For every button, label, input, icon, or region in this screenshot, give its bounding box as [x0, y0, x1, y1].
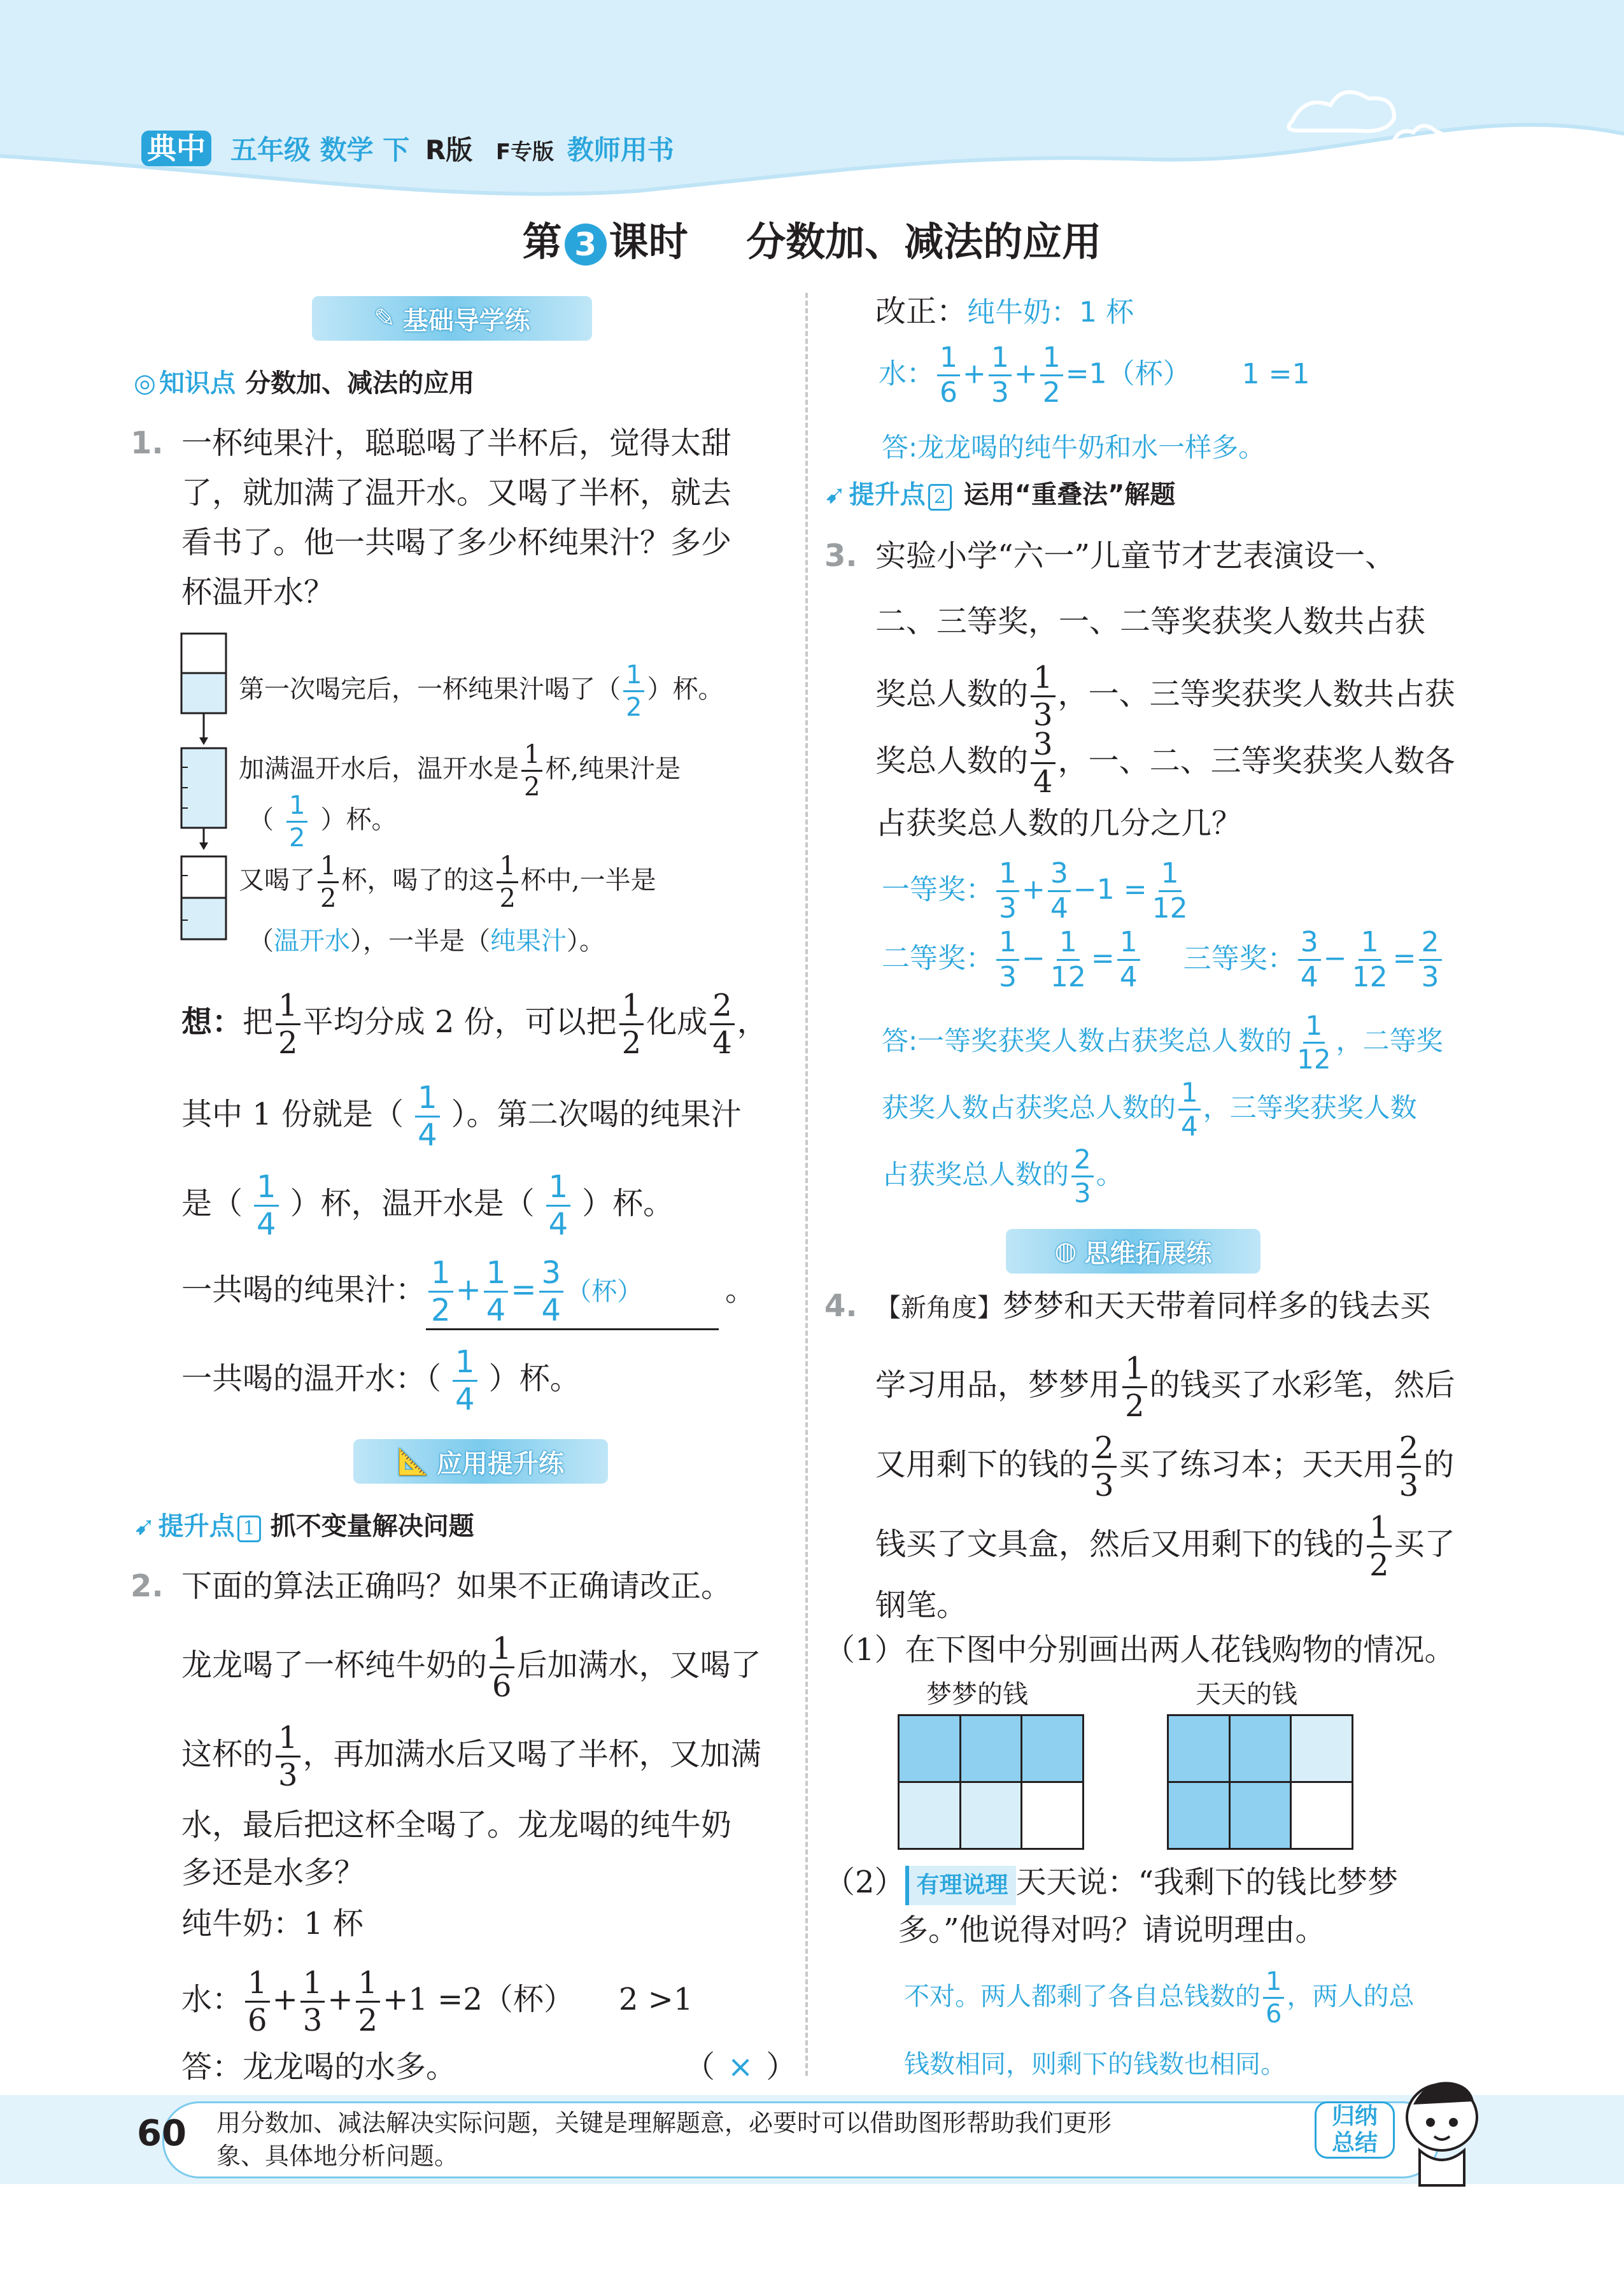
- question-1: [131, 423, 786, 622]
- q1-line-1: 一杯纯果汁，聪聪喝了半杯后，觉得太甜: [181, 425, 732, 461]
- rocket-icon: ➹: [134, 1512, 155, 1541]
- footer-summary-text: 用分数加、减法解决实际问题，关键是理解题意，必要时可以借助图形帮助我们更形 象、具体地分析问题。: [216, 2109, 1112, 2170]
- edition-text: R版: [425, 134, 473, 166]
- q1-line3-answer-2: $\frac{1}{4}$: [546, 1172, 571, 1240]
- knowledge-tag: 知识点: [159, 369, 236, 398]
- grid-cell: [1167, 1714, 1231, 1783]
- grid-cell: [1290, 1781, 1353, 1850]
- q4-sub-1: （1）在下图中分别画出两人花钱购物的情况。: [824, 1632, 1455, 1668]
- special-text: F专版: [495, 139, 554, 165]
- q2-body-line-4: 多还是水多？: [181, 1855, 365, 1891]
- q1-line2-answer: $\frac{1}{4}$: [415, 1083, 440, 1151]
- q2-fix-milk: 纯牛奶：1 杯: [967, 296, 1134, 329]
- grid-cell: [1290, 1714, 1353, 1783]
- question-3: 3. 实验小学“六一”儿童节才艺表演设一、: [824, 536, 1486, 576]
- q1-step2-answer: $\frac{1}{2}$: [286, 793, 307, 851]
- knowledge-point-heading: [134, 363, 474, 399]
- q1-step1-answer: $\frac{1}{2}$: [623, 662, 644, 720]
- section-banner-apply: 📐 应用提升练: [353, 1439, 608, 1484]
- q1-line-4: 杯温开水？: [181, 574, 335, 610]
- header-logo: [141, 125, 211, 170]
- q1-step-3b: （温开水），一半是（纯果汁）。: [248, 927, 605, 956]
- q4-line-4: 钱买了文具盒，然后又用剩下的钱的 $\frac{1}{2}$ 买了: [875, 1510, 1455, 1583]
- tian-money-grid: [1167, 1714, 1352, 1848]
- q2-water-calc: 水： $\frac{1}{6}$ + $\frac{1}{3}$ + $\frac{1}{2}$ +1 =2（杯） 2 >1: [181, 1965, 693, 2038]
- q4-line-3: 又用剩下的钱的 $\frac{2}{3}$ 买了练习本；天天用 $\frac{2}{3}$ 的: [875, 1430, 1455, 1503]
- question-4: 4. 【新角度】梦梦和天天带着同样多的钱去买: [824, 1286, 1430, 1328]
- point-1-number: 1: [237, 1516, 261, 1542]
- header-wave-background: [0, 0, 1624, 204]
- question-number: 3.: [824, 538, 858, 574]
- q3-first-prize: 一等奖： $\frac{1}{3}$ + $\frac{3}{4}$ −1 = $\frac{1}{12}$: [882, 857, 1188, 925]
- header-series: [230, 129, 674, 167]
- meng-money-grid: [898, 1714, 1082, 1848]
- q1-think: 想：把 $\frac{1}{2}$ 平均分成 2 份，可以把 $\frac{1}{2}$ 化成 $\frac{2}{4}$ ，: [181, 988, 768, 1061]
- lesson-number-badge: 3: [565, 224, 607, 266]
- q2-fix-water: 水： $\frac{1}{6}$ + $\frac{1}{3}$ + $\frac{1}{2}$ =1（杯） 1 =1: [879, 341, 1310, 409]
- title-topic: 分数加、减法的应用: [746, 218, 1102, 265]
- q4-line-2: 学习用品，梦梦用 $\frac{1}{2}$ 的钱买了水彩笔，然后: [875, 1351, 1455, 1424]
- grid-cell: [1020, 1781, 1084, 1850]
- column-divider: [805, 293, 808, 2076]
- q3-answer-line-2: 获奖人数占获奖总人数的 $\frac{1}{4}$ ，三等奖获奖人数: [882, 1077, 1417, 1142]
- q4-tag: 【新角度】: [875, 1293, 1003, 1323]
- knowledge-text: 分数加、减法的应用: [245, 369, 475, 398]
- q2-fix-answer: 答:龙龙喝的纯牛奶和水一样多。: [882, 432, 1266, 463]
- target-icon: ◎: [134, 369, 156, 398]
- q2-answer: 答：龙龙喝的水多。: [181, 2049, 457, 2085]
- grid-cell: [898, 1714, 961, 1783]
- grid-1-label: 梦梦的钱: [926, 1680, 1028, 1709]
- grid-cell: [1020, 1714, 1084, 1783]
- q1-water-total: 一共喝的温开水：（ $\frac{1}{4}$ ）杯。: [181, 1344, 581, 1417]
- compass-icon: ✎: [374, 304, 395, 333]
- grid-cell: [959, 1781, 1023, 1850]
- q3-line-4: 奖总人数的 $\frac{3}{4}$ ，一、二、三等奖获奖人数各: [875, 727, 1455, 800]
- grid-cell: [1229, 1714, 1292, 1783]
- grid-2-label: 天天的钱: [1196, 1680, 1297, 1709]
- reasoning-tag: 有理说理: [905, 1866, 1016, 1905]
- q3-line-3: 奖总人数的 $\frac{1}{3}$ ，一、三等奖获奖人数共占获: [875, 660, 1455, 733]
- series-text: 五年级 数学 下: [230, 134, 410, 166]
- q1-step-1: 第一次喝完后，一杯纯果汁喝了（ $\frac{1}{2}$ ）杯。: [239, 660, 724, 722]
- q1-line-2: 了，就加满了温开水。又喝了半杯，就去: [181, 475, 732, 511]
- q3-answer-line-1: 答:一等奖获奖人数占获奖总人数的 $\frac{1}{12}$ ，二等奖: [882, 1010, 1443, 1075]
- svg-text:典中: 典中: [147, 131, 206, 166]
- q4-sub-2-line-2: 多。”他说得对吗？请说明理由。: [898, 1912, 1326, 1948]
- q2-judge-answer: ×: [728, 2049, 754, 2085]
- q4-line-5: 钢笔。: [875, 1587, 968, 1623]
- summary-badge: 归纳 总结: [1315, 2101, 1395, 2159]
- mascot-icon: [1397, 2073, 1486, 2194]
- q1-juice-answer: $\frac{1}{2}$ + $\frac{1}{4}$ = $\frac{3}{4}$ （杯）: [426, 1258, 719, 1330]
- question-number: 2.: [131, 1568, 164, 1604]
- q1-line3-answer-1: $\frac{1}{4}$: [254, 1172, 279, 1240]
- page-number: 60: [137, 2113, 187, 2154]
- q3-answer-line-3: 占获奖总人数的 $\frac{2}{3}$ 。: [882, 1144, 1123, 1209]
- q2-body-line-3: 水，最后把这杯全喝了。龙龙喝的纯牛奶: [181, 1807, 732, 1843]
- section-banner-basic: ✎ 基础导学练: [312, 296, 592, 341]
- q2-fix-label: 改正：纯牛奶：1 杯: [875, 294, 1134, 329]
- q1-step-2: 加满温开水后，温开水是 $\frac{1}{2}$ 杯,纯果汁是: [239, 740, 681, 802]
- point-1-heading: ➹ 提升点 1 抓不变量解决问题: [134, 1512, 474, 1541]
- q1-water-answer: $\frac{1}{4}$: [453, 1347, 477, 1415]
- logo-icon: [141, 125, 211, 170]
- ruler-icon: 📐: [397, 1447, 429, 1477]
- q3-line-5: 占获奖总人数的几分之几？: [875, 806, 1243, 841]
- rocket-icon: ➹: [824, 480, 846, 509]
- title-suffix: 课时: [609, 218, 688, 265]
- q2-body-line-2: 这杯的 $\frac{1}{3}$ ，再加满水后又喝了半杯，又加满: [181, 1720, 761, 1793]
- page-title: [0, 210, 1624, 267]
- globe-icon: ◍: [1054, 1237, 1077, 1266]
- grid-cell: [1167, 1781, 1231, 1850]
- q4-answer-line-1: 不对。两人都剩了各自总钱数的 $\frac{1}{6}$ ，两人的总: [904, 1967, 1415, 2029]
- q2-milk: 纯牛奶：1 杯: [181, 1906, 364, 1942]
- q1-step3-answer-2: 纯果汁: [490, 927, 567, 956]
- question-number: 1.: [131, 425, 164, 461]
- title-prefix: 第: [522, 218, 562, 265]
- q1-think-line-3: 是（ $\frac{1}{4}$ ）杯，温开水是（ $\frac{1}{4}$ ）杯。: [181, 1169, 674, 1242]
- q1-step-3: 又喝了 $\frac{1}{2}$ 杯，喝了的这 $\frac{1}{2}$ 杯中,一半是: [239, 851, 656, 913]
- grid-cell: [898, 1781, 961, 1850]
- q4-answer-line-2: 钱数相同，则剩下的钱数也相同。: [904, 2050, 1286, 2079]
- q1-think-line-2: 其中 1 份就是（ $\frac{1}{4}$ ）。第二次喝的纯果汁: [181, 1080, 742, 1153]
- q1-juice-total: 一共喝的纯果汁： $\frac{1}{2}$ + $\frac{1}{4}$ = $\frac{3}{4}$ （杯） 。: [181, 1258, 756, 1330]
- q1-step-2b: （ $\frac{1}{2}$ ）杯。: [248, 791, 397, 853]
- q2-judgement: （ × ）: [684, 2049, 797, 2085]
- question-2: 2. 下面的算法正确吗？如果不正确请改正。: [131, 1566, 731, 1606]
- q1-step3-answer-1: 温开水: [274, 927, 350, 956]
- point-2-heading: ➹ 提升点 2 运用“重叠法”解题: [824, 480, 1176, 509]
- book-type-text: 教师用书: [567, 134, 674, 166]
- q2-body-line-1: 龙龙喝了一杯纯牛奶的 $\frac{1}{6}$ 后加满水，又喝了: [181, 1631, 761, 1704]
- question-number: 4.: [824, 1288, 858, 1324]
- q3-second-prize: 二等奖： $\frac{1}{3}$ − $\frac{1}{12}$ = $\frac{1}{4}$ 三等奖： $\frac{3}{4}$ − $\frac{1}{12}$ = $\frac{2}{3}$: [882, 928, 1444, 991]
- q3-line-2: 二、三等奖，一、二等奖获奖人数共占获: [875, 604, 1426, 639]
- cup-diagram: [178, 630, 236, 942]
- section-banner-think: ◍ 思维拓展练: [1006, 1229, 1260, 1274]
- q1-line-3: 看书了。他一共喝了多少杯纯果汁？多少: [181, 525, 732, 560]
- grid-cell: [1229, 1781, 1292, 1850]
- q4-sub-2: （2） 有理说理 天天说：“我剩下的钱比梦梦: [824, 1863, 1398, 1905]
- grid-cell: [959, 1714, 1023, 1783]
- point-2-number: 2: [928, 484, 952, 511]
